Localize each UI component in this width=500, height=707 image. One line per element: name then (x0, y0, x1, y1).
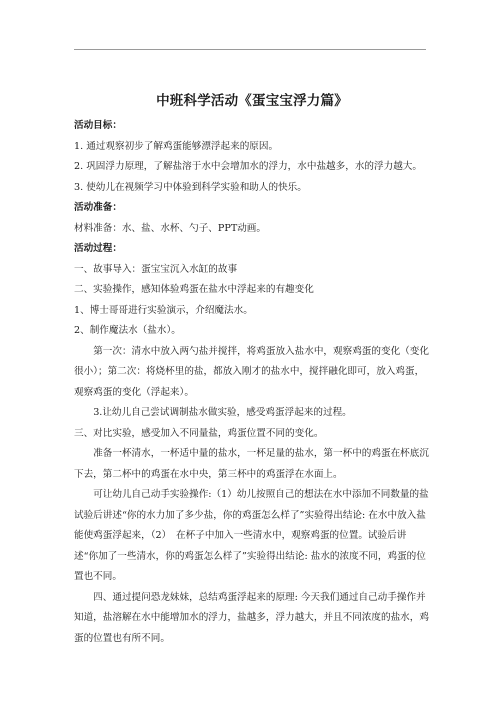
goal-3: 3. 使幼儿在视频学习中体验到科学实验和助人的快乐。 (74, 181, 307, 193)
materials-text: 材料准备：水、盐、水杯、勺子、PPT动画。 (74, 222, 266, 234)
prep-heading: 活动准备： (74, 202, 122, 213)
step-2: 二、实验操作，感知体验鸡蛋在盐水中浮起来的有趣变化 (74, 284, 314, 295)
step-3: 三、对比实验，感受加入不同量盐，鸡蛋位置不同的变化。 (74, 427, 324, 439)
step-1: 一、故事导入：蛋宝宝沉入水缸的故事 (74, 263, 238, 275)
header-rule (74, 49, 426, 50)
document-body (74, 92, 430, 649)
goal-1: 1. 通过观察初步了解鸡蛋能够漂浮起来的原因。 (74, 140, 279, 152)
goal-2: 2. 巩固浮力原理，了解盐溶于水中会增加水的浮力，水中盐越多，水的浮力越大。 (74, 161, 422, 172)
step-4: 四、通过提问恐龙妹妹，总结鸡蛋浮起来的原理: 今天我们通过自己动手操作并知道，盐溶解在水中能增加水的浮力，盐越多，浮力越大，并且不同浓度的盐水，鸡蛋的位置也有所不同。 (74, 591, 429, 644)
goals-heading: 活动目标： (74, 120, 122, 131)
step-2-2: 2、制作魔法水（盐水）。 (74, 325, 181, 336)
process-heading: 活动过程： (74, 243, 122, 254)
step-3-extra: 可让幼儿自己动手实验操作:（1）幼儿按照自己的想法在水中添加不同数量的盐试验后讲述“你的水力加了多少盐，你的鸡蛋怎么样了”实验得出结论: 在水中放入盐能使鸡蛋浮起来，（2） 在杯子中加入一些清水中，观察鸡蛋的位置。试验后讲述“你加了一些清水，你的鸡蛋怎么样了”实验得出结论: 盐水的浓度不同，鸡蛋的位置也不同。 (74, 489, 429, 582)
step-2-2-detail: 第一次：清水中放入两勺盐并搅拌，将鸡蛋放入盐水中，观察鸡蛋的变化（变化很小）；第二次：将烧杯里的盐，都放入刚才的盐水中，搅拌融化即可，放入鸡蛋，观察鸡蛋的变化（浮起来）。 (74, 345, 429, 398)
document-title: 中班科学活动《蛋宝宝浮力篇》 (156, 93, 348, 109)
step-2-3: 3.让幼儿自己尝试调制盐水做实验，感受鸡蛋浮起来的过程。 (93, 407, 352, 418)
step-3-detail: 准备一杯清水，一杯适中量的盐水，一杯足量的盐水，第一杯中的鸡蛋在杯底沉下去，第二杯中的鸡蛋在水中央，第三杯中的鸡蛋浮在水面上。 (74, 448, 429, 480)
step-2-1: 1、博士哥哥进行实验演示，介绍魔法水。 (74, 304, 253, 316)
